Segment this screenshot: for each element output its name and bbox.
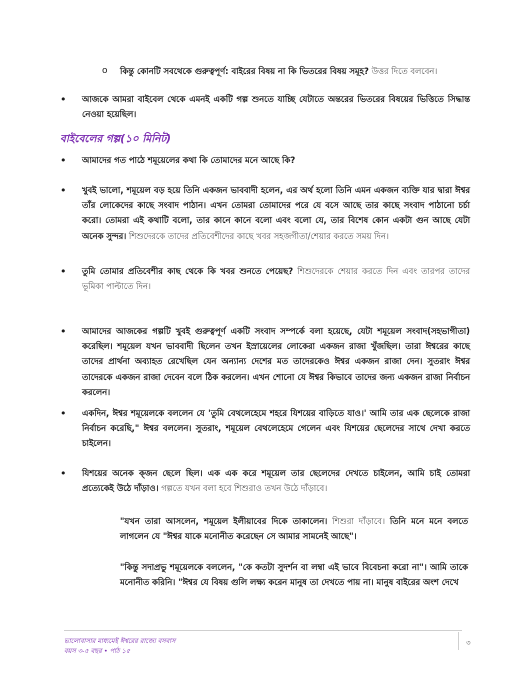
- quote-note: শিশুরা দাঁড়াবে।: [332, 516, 385, 526]
- page-number: ৩: [466, 639, 471, 647]
- list-item-text: আমাদের আজকের গল্পটি খুবই গুরুত্বপূর্ণ একটি সংবাদ সম্পর্কে বলা হয়েছে, যেটা শমূয়েল সংবাদ(সহভাগীতা) করেছিল। শমূয়েল যখন ভাববাদী ছিলেন তখন ইস্রায়েলের লোকেরা একজন রাজা খুঁজছিল। তারা ঈশ্বরের কাছে তাদের প্রার্থনা অব্যাহত রেখেছিল যেন অন্যান্য দেশের মত তাদেরকেও ঈশ্বর একজন রাজা দেন। সুতরাং ঈশ্বর তাদেরকে একজন রাজা দেবেন বলে ঠিক করলেন। এখন শোনো যে ঈশ্বর কিভাবে তাদের জন্য একজন রাজা নির্বাচন করলেন।: [82, 326, 470, 397]
- footer-divider: [64, 630, 462, 631]
- list-item-text: যিশয়ের অনেক ক্জন ছেলে ছিল। এক এক করে শমূয়েল তার ছেলেদের দেখতে চাইলেন, আমি চাই তোমরা প্রত্যেকেই উঠে দাঁড়াও।: [82, 468, 470, 494]
- bullet-icon: •: [60, 467, 67, 480]
- circle-bullet-icon: o: [102, 66, 108, 76]
- footer-subtitle: বয়স ৩-৫ বছর • পাঠ ১৫: [64, 647, 131, 655]
- quote-paragraph: [120, 514, 468, 544]
- list-item-text: একদিন, ঈশ্বর শমূয়েলকে বললেন যে 'তুমি বেথলেহেমে শহরে যিশয়ের বাড়িতে যাও।' আমি তার এক ছেলেকে রাজা নির্বাচন করেছি," ঈশ্বর বললেন। সুতরাং, শমূয়েল বেথলেহেমে গেলেন এবং যিশয়ের ছেলেদের সাথে দেখা করতে চাইলেন।: [82, 408, 470, 449]
- list-item-text: খুবই ভালো, শমূয়েল বড় হয়ে তিনি একজন ভাববাদী হলেন, এর অর্থ হলো তিনি এমন একজন ব্যক্তি যার দ্বারা ঈশ্বর তাঁর লোকেদের কাছে সংবাদ পাঠান। এখন তোমরা তোমাদের পরে যে বসে আছে তার কাছে সংবাদ পাঠানো চর্চা করো। তোমরা এই কথাটি বলো, তার কানে কানে বলো এবং বলো যে, তার বিশেষ কোন একটা গুন আছে যেটা অনেক সুন্দর।: [82, 185, 470, 241]
- bullet-icon: •: [60, 325, 67, 338]
- list-item: [60, 153, 470, 168]
- sub-question-instruction: উত্তর দিতে বলবেন।: [371, 66, 438, 76]
- sub-question-text: কিন্তু কোনটি সবথেকে গুরুত্বপূর্ণ: বাইরের বিষয় না কি ভিতরের বিষয় সমূহ?: [120, 66, 369, 76]
- list-item-text: আমাদের গত পাঠে শমূয়েলের কথা কি তোমাদের মনে আছে কি?: [82, 155, 296, 165]
- intro-bullet: [60, 92, 470, 122]
- quote-paragraph: "কিন্তু সদাপ্রভু শমূয়েলকে বললেন, "কে কতটা সুদর্শন বা লম্বা এই ভাবে বিবেচনা করো না"। আমি তাকে মনোনীত করিনি। "ঈশ্বর যে বিষয় গুলি লক্ষ্য করেন মানুষ তা দেখতে পায় না। মানুষ বাইরের অংশ দেখে: [120, 562, 468, 588]
- bullet-icon: •: [60, 407, 67, 420]
- bullet-icon: •: [60, 265, 67, 278]
- sub-question: [102, 64, 442, 79]
- quote-tail: তিনি মনে মনে বলতে লাগলেন যে "ঈশ্বর যাকে মনোনীত করেছেন সে আমার সামনেই আছে"।: [120, 516, 468, 542]
- intro-text: আজকে আমরা বাইবেল থেকে এমনই একটি গল্প শুনতে যাচ্ছি যেটাতে অন্তরের ভিতরের বিষয়ের ভিত্তিতে সিদ্ধান্ত নেওয়া হয়েছিল।: [82, 94, 470, 120]
- footer-separator: [458, 632, 459, 650]
- bullet-icon: •: [60, 93, 67, 106]
- footer: [64, 636, 175, 656]
- list-item-note: শিশুদেরকে তাদের প্রতিবেশীদের কাছে খবর সহজগীতা/শেয়ার করতে সময় দিন।: [128, 230, 389, 241]
- list-item: [60, 406, 470, 452]
- bullet-icon: •: [60, 154, 67, 167]
- list-item-note: গল্পতে যখন বলা হবে শিশুরাও তখন উঠে দাঁড়াবে।: [161, 483, 328, 494]
- list-item-note: শিশুদেরকে শেয়ার করতে দিন এবং তারপর তাদের ভূমিকা পাল্টাতে দিন।: [82, 266, 470, 292]
- list-item-text: তুমি তোমার প্রতিবেশীর কাছ থেকে কি খবর শুনতে পেয়েছ?: [82, 266, 294, 276]
- footer-title: ভালোবাসার মাধ্যমেই ঈশ্বরের রাজ্যে বসবাস: [64, 637, 176, 645]
- bullet-icon: •: [60, 184, 67, 197]
- list-item: [60, 466, 470, 496]
- list-item: [60, 264, 470, 294]
- section-heading: বাইবেলের গল্প(১০ মিনিট): [60, 133, 171, 145]
- quote-lead: "যখন তারা আসলেন, শমূয়েল ইলীয়াবের দিকে তাকালেন।: [120, 516, 328, 526]
- list-item: [60, 183, 470, 244]
- list-item: [60, 324, 470, 400]
